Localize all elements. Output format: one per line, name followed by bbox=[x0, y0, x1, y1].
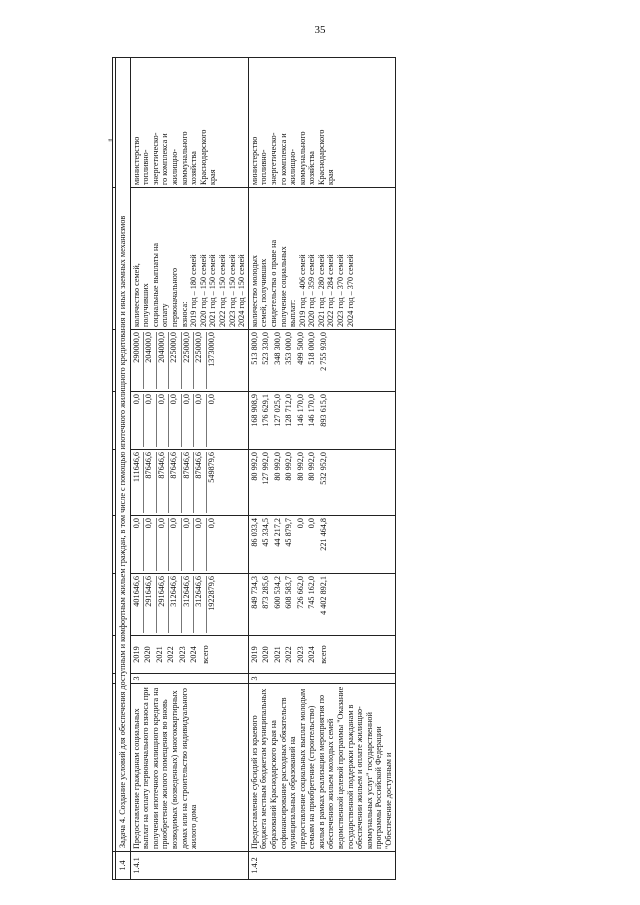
program-activities-table bbox=[112, 57, 396, 880]
federal-value: 0,0 bbox=[194, 518, 207, 571]
year-label: 2024 bbox=[189, 646, 199, 663]
federal-value: 0,0 bbox=[132, 518, 145, 571]
year-label: 2019 bbox=[131, 646, 141, 663]
task-number: 1.4 bbox=[116, 852, 131, 880]
indicator-line: количество семей, bbox=[131, 263, 141, 327]
federal-value: 44 217,2 bbox=[272, 518, 282, 547]
extra-value: 290000,0 bbox=[132, 332, 145, 389]
indicator-line: социальные выплаты на bbox=[150, 243, 160, 327]
regional-value: 87646,6 bbox=[157, 452, 170, 513]
indicator-line: семей, получивших bbox=[259, 258, 269, 327]
year-label: всего bbox=[318, 645, 328, 664]
indicator-cell bbox=[248, 188, 395, 330]
indicator-line: 2022 год – 150 семей bbox=[217, 254, 227, 327]
extra-value: 225000,0 bbox=[194, 332, 207, 389]
extra-value: 1373000,0 bbox=[206, 332, 216, 367]
executor-line: министерство bbox=[131, 136, 141, 185]
task-row bbox=[116, 58, 131, 880]
total-value: 312646,6 bbox=[169, 576, 182, 633]
federal-cell bbox=[130, 516, 248, 574]
local-value: 176 629,1 bbox=[261, 394, 271, 427]
indicator-line: взноса: bbox=[179, 301, 189, 327]
indicator-line: выплат: bbox=[288, 299, 298, 327]
indicator-line: 2023 год – 370 семей bbox=[336, 254, 346, 327]
extra-value: 204000,0 bbox=[144, 332, 157, 389]
page-number: 35 bbox=[314, 24, 326, 36]
regional-value: 87646,6 bbox=[182, 452, 195, 513]
local-value: 0,0 bbox=[182, 394, 195, 447]
federal-value: 0,0 bbox=[182, 518, 195, 571]
year-label: 2022 bbox=[284, 646, 294, 663]
federal-value: 45 334,5 bbox=[261, 518, 271, 547]
executor-line: го комплекса и bbox=[278, 133, 288, 185]
extra-cell bbox=[130, 330, 248, 392]
extra-value: 348 300,0 bbox=[272, 332, 282, 365]
indicator-line: первоначального bbox=[169, 267, 179, 327]
executor-line: го комплекса и bbox=[160, 133, 170, 185]
indicator-cell bbox=[130, 188, 248, 330]
local-value: 0,0 bbox=[132, 394, 145, 447]
executor-line: края bbox=[326, 169, 336, 185]
years-cell bbox=[248, 636, 395, 674]
regional-value: 80 992,0 bbox=[272, 452, 282, 481]
total-value: 608 583,7 bbox=[284, 576, 294, 609]
year-label: 2024 bbox=[307, 646, 317, 663]
year-label: 2023 bbox=[295, 646, 305, 663]
local-value: 127 025,0 bbox=[272, 394, 282, 427]
federal-value: 0,0 bbox=[144, 518, 157, 571]
indicator-line: 2023 год – 150 семей bbox=[227, 254, 237, 327]
executor-line: хозяйства bbox=[189, 151, 199, 185]
total-value: 312646,6 bbox=[182, 576, 195, 633]
executor-line: жилищно- bbox=[288, 148, 298, 185]
regional-value: 127 992,0 bbox=[261, 452, 271, 485]
task-title: Задача 4. Создание условий для обеспечения доступным и комфортным жильем граждан, в том числе с помощью ипотечного жилищного кредитования и иных заемных механизмов bbox=[116, 58, 131, 852]
row-number: 1.4.2 bbox=[248, 852, 395, 880]
rotated-table-area bbox=[112, 58, 598, 880]
federal-value: 0,0 bbox=[307, 518, 317, 529]
extra-value: 2 755 930,0 bbox=[318, 332, 328, 371]
executor-line: коммунального bbox=[297, 131, 307, 185]
indicator-line: 2024 год – 150 семей bbox=[237, 254, 247, 327]
regional-value: 80 992,0 bbox=[295, 452, 305, 481]
local-value: 168 908,9 bbox=[249, 394, 259, 427]
year-label: 2019 bbox=[249, 646, 259, 663]
federal-value: 0,0 bbox=[206, 518, 216, 529]
row-number: 1.4.1 bbox=[130, 852, 248, 880]
federal-value: 221 464,8 bbox=[318, 518, 328, 551]
indicator-line: 2020 год – 150 семей bbox=[198, 254, 208, 327]
local-value: 893 615,0 bbox=[318, 394, 328, 427]
executor-cell bbox=[248, 58, 395, 188]
regional-value: 532 952,0 bbox=[318, 452, 328, 485]
regional-cell bbox=[248, 450, 395, 516]
total-value: 1922879,6 bbox=[206, 576, 216, 611]
regional-value: 80 992,0 bbox=[284, 452, 294, 481]
indicator-line: 2019 год – 180 семей bbox=[189, 254, 199, 327]
activity-row bbox=[248, 58, 395, 880]
regional-value: 87646,6 bbox=[144, 452, 157, 513]
extra-value: 523 330,0 bbox=[261, 332, 271, 365]
extra-value: 204000,0 bbox=[157, 332, 170, 389]
local-value: 0,0 bbox=[144, 394, 157, 447]
regional-value: 87646,6 bbox=[194, 452, 207, 513]
year-label: 2020 bbox=[143, 646, 153, 663]
extra-value: 353 000,0 bbox=[284, 332, 294, 365]
year-label: всего bbox=[200, 645, 210, 664]
indicator-line: 2019 год – 406 семей bbox=[297, 254, 307, 327]
regional-value: 549879,6 bbox=[206, 452, 216, 483]
local-value: 128 712,0 bbox=[284, 394, 294, 427]
federal-value: 0,0 bbox=[295, 518, 305, 529]
year-label: 2022 bbox=[166, 646, 176, 663]
federal-value: 86 033,4 bbox=[249, 518, 259, 547]
total-value: 600 534,2 bbox=[272, 576, 282, 609]
executor-line: жилищно- bbox=[169, 148, 179, 185]
total-value: 312646,6 bbox=[194, 576, 207, 633]
activity-row bbox=[130, 58, 248, 880]
local-value: 0,0 bbox=[157, 394, 170, 447]
quote-mark: " bbox=[108, 138, 113, 149]
indicator-line: 2021 год – 280 семей bbox=[316, 254, 326, 327]
total-value: 291646,6 bbox=[144, 576, 157, 633]
executor-line: министерство bbox=[249, 136, 259, 185]
indicator-line: 2020 год – 359 семей bbox=[307, 254, 317, 327]
executor-line: края bbox=[208, 169, 218, 185]
total-value: 401646,6 bbox=[132, 576, 145, 633]
indicator-line: 2024 год – 370 семей bbox=[345, 254, 355, 327]
total-cell bbox=[130, 574, 248, 636]
indicator-line: оплату bbox=[160, 303, 170, 327]
executor-line: топливно- bbox=[141, 149, 151, 185]
indicator-line: получивших bbox=[141, 283, 151, 327]
executor-line: энергетическо- bbox=[268, 132, 278, 185]
regional-value: 80 992,0 bbox=[307, 452, 317, 481]
extra-value: 513 800,0 bbox=[249, 332, 259, 365]
executor-line: хозяйства bbox=[307, 151, 317, 185]
extra-value: 225000,0 bbox=[169, 332, 182, 389]
executor-line: коммунального bbox=[179, 131, 189, 185]
year-label: 2021 bbox=[272, 646, 282, 663]
extra-value: 225000,0 bbox=[182, 332, 195, 389]
indicator-line: 2022 год – 284 семей bbox=[326, 254, 336, 327]
extra-cell bbox=[248, 330, 395, 392]
local-value: 0,0 bbox=[206, 394, 216, 405]
local-value: 146 170,0 bbox=[307, 394, 317, 427]
total-value: 849 734,3 bbox=[249, 576, 259, 609]
total-cell bbox=[248, 574, 395, 636]
year-label: 2020 bbox=[261, 646, 271, 663]
federal-value: 0,0 bbox=[157, 518, 170, 571]
year-label: 2021 bbox=[154, 646, 164, 663]
federal-value: 0,0 bbox=[169, 518, 182, 571]
total-value: 726 662,0 bbox=[295, 576, 305, 609]
activity-rows bbox=[130, 58, 395, 880]
local-value: 146 170,0 bbox=[295, 394, 305, 427]
years-cell bbox=[130, 636, 248, 674]
total-value: 4 402 892,1 bbox=[318, 576, 328, 615]
extra-value: 499 500,0 bbox=[295, 332, 305, 365]
local-value: 0,0 bbox=[194, 394, 207, 447]
indicator-line: количество молодых bbox=[249, 254, 259, 327]
executor-cell bbox=[130, 58, 248, 188]
federal-cell bbox=[248, 516, 395, 574]
local-cell bbox=[248, 392, 395, 450]
indicator-line: свидетельства о праве на bbox=[268, 239, 278, 327]
total-value: 745 162,0 bbox=[307, 576, 317, 609]
federal-value: 45 879,7 bbox=[284, 518, 294, 547]
row-col3: 3 bbox=[248, 674, 395, 684]
regional-value: 87646,6 bbox=[169, 452, 182, 513]
row-description: Предоставление субсидий из краевого бюджета местным бюджетам муниципальных образований Краснодарского края на софинансирование расходных обязательств муниципальных образований на предоставление социальных выплат молодым семьям на приобретение (строительство) жилья в рамках реализации мероприятия по обеспечению жильем молодых семей ведомственной целевой программы "Оказание государственной поддержки гражданам в обеспечении жильем и оплате жилищно-коммунальных услуг" государственной программы Российской Федерации "Обеспечение доступным и bbox=[248, 684, 395, 852]
executor-line: Краснодарского bbox=[198, 129, 208, 185]
executor-line: энергетическо- bbox=[150, 132, 160, 185]
regional-value: 111646,6 bbox=[132, 452, 145, 513]
executor-line: Краснодарского bbox=[316, 129, 326, 185]
rotated-table-content bbox=[112, 58, 598, 880]
regional-value: 80 992,0 bbox=[249, 452, 259, 481]
row-description: Предоставление гражданам социальных выплат на оплату первоначального взноса при получении ипотечного жилищного кредита на приобретение жилого помещения во вновь возводимых (возведенных) многоквартирных домах или на строительство индивидуального жилого дома bbox=[130, 684, 248, 852]
year-label: 2023 bbox=[177, 646, 187, 663]
total-value: 873 285,6 bbox=[261, 576, 271, 609]
local-value: 0,0 bbox=[169, 394, 182, 447]
executor-line: топливно- bbox=[259, 149, 269, 185]
extra-value: 518 000,0 bbox=[307, 332, 317, 365]
indicator-line: получение социальных bbox=[278, 246, 288, 327]
total-value: 291646,6 bbox=[157, 576, 170, 633]
indicator-line: 2021 год – 150 семей bbox=[208, 254, 218, 327]
local-cell bbox=[130, 392, 248, 450]
row-col3: 3 bbox=[130, 674, 248, 684]
regional-cell bbox=[130, 450, 248, 516]
